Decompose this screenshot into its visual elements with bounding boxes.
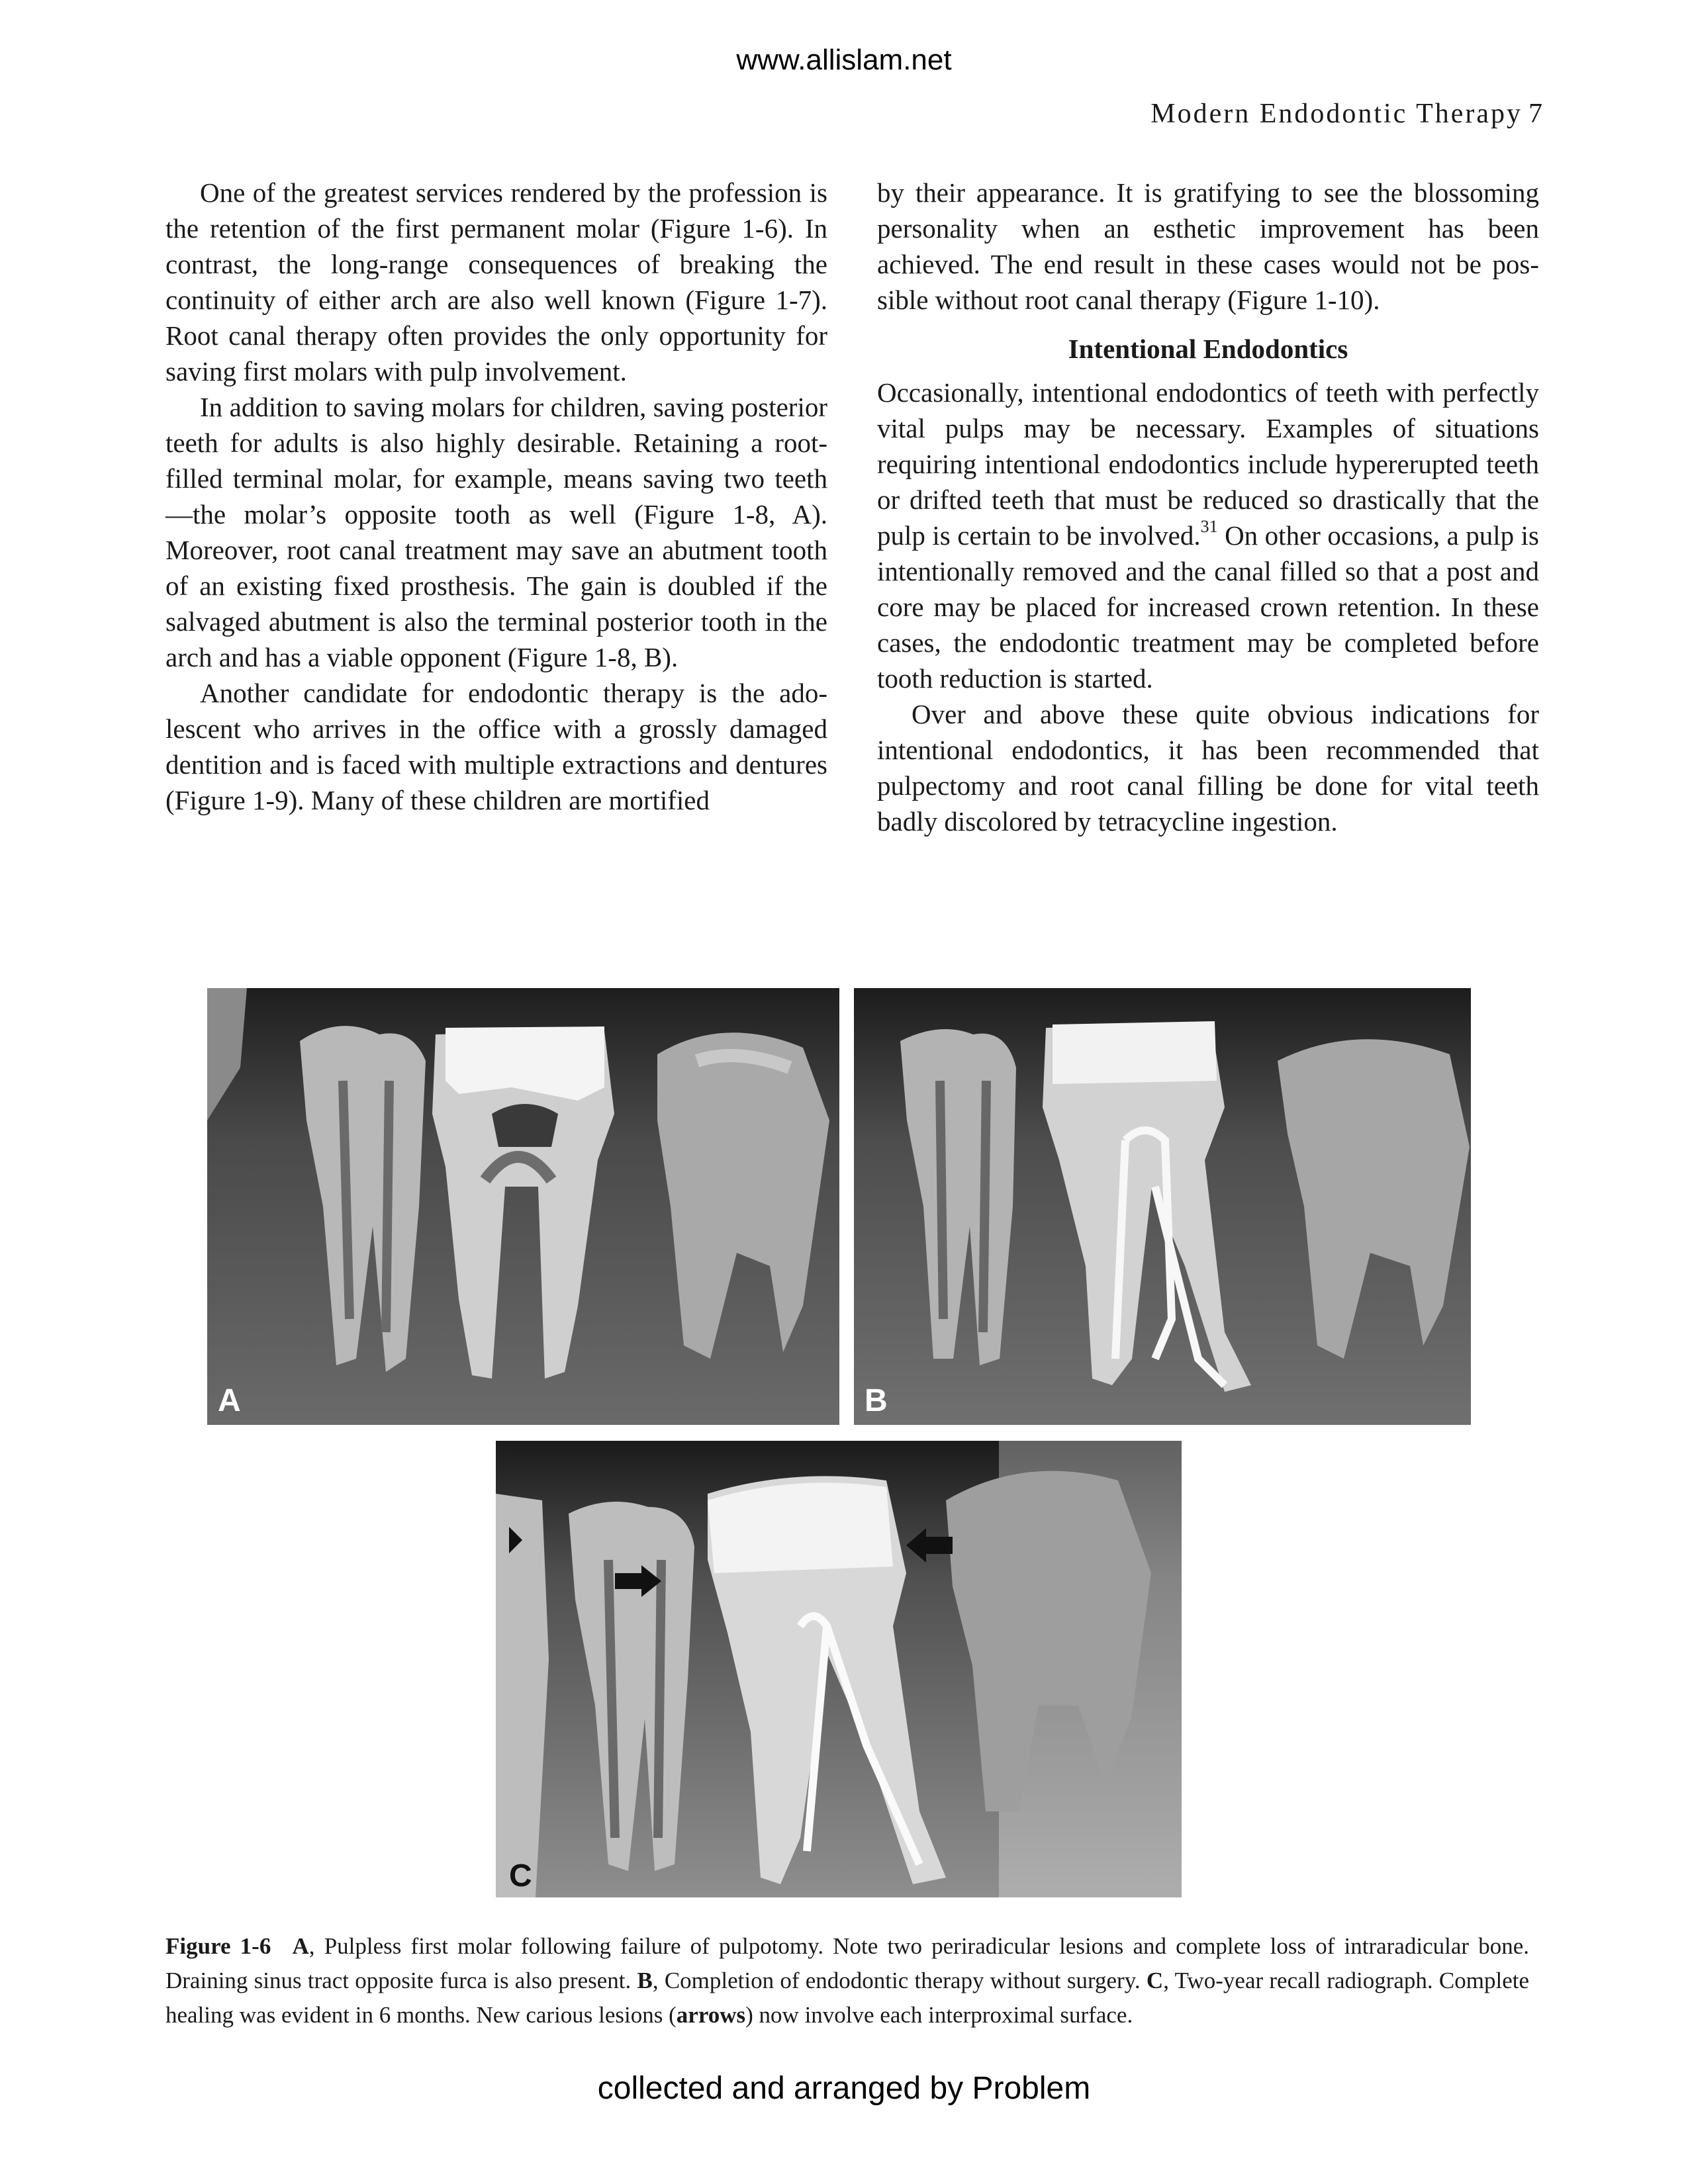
watermark-top: www.allislam.net xyxy=(736,44,952,76)
figure-caption xyxy=(165,1929,1529,2032)
caption-letter-b: B xyxy=(637,1968,653,1993)
panel-label-c: C xyxy=(509,1858,532,1893)
caption-text-a: , Pulpless first molar following failure of pulpotomy. Note two periradicular lesions and complete loss of intraradicular bone. Draining sinus tract opposite furca is also present. xyxy=(165,1933,1529,1993)
reference-superscript: 31 xyxy=(1200,517,1218,537)
page-number: 7 xyxy=(1528,99,1542,129)
radiograph-b-image xyxy=(854,988,1471,1425)
caption-arrows-word: arrows xyxy=(676,2002,746,2028)
paragraph: In addition to saving molars for children, saving posterior teeth for adults is also highly desirable. Retaining a root-filled terminal molar, for example, means saving two teeth—the molar’s opposite tooth as well (Figure 1-8, A). Moreover, root canal treatment may save an abutment tooth of an existing fixed prosthesis. The gain is doubled if the salvaged abutment is also the terminal posterior tooth in the arch and has a viable opponent (Figure 1-8, B). xyxy=(165,392,827,672)
paragraph: Another candidate for endodontic therapy is the adolescent who arrives in the office with a grossly damaged dentition and is faced with multiple extractions and dentures (Figure 1-9). Many of these children are mortified xyxy=(165,678,827,815)
panel-label-b: B xyxy=(865,1383,888,1418)
paragraph: Over and above these quite obvious indications for intentional endodontics, it has been recommended that pulpectomy and root canal filling be done for vital teeth badly discolored by tetracycline ingestion. xyxy=(877,699,1539,837)
figure-label: Figure 1-6 xyxy=(165,1933,271,1959)
paragraph: One of the greatest services rendered by the profession is the retention of the first permanent molar (Figure 1-6). In contrast, the long-range consequences of breaking the continuity of either arch are also well known (Figure 1-7). Root canal therapy often provides the only opportunity for saving first molars with pulp involvement. xyxy=(165,177,827,387)
panel-label-a: A xyxy=(218,1383,241,1418)
radiograph-c-image xyxy=(496,1441,1182,1897)
left-column xyxy=(165,175,827,818)
paragraph-text: On other occasions, a pulp is intentionally removed and the canal filled so that a post and core may be placed for increased crown retention. In these cases, the endodontic treatment may be completed before tooth reduction is started. xyxy=(877,520,1539,694)
caption-letter-c: C xyxy=(1146,1968,1164,1993)
right-column xyxy=(877,175,1539,839)
paragraph-text: Occasionally, intentional endodontics of teeth with perfectly vital pulps may be necessary. Examples of situations requiring intentional endodontics include hypererupted teeth or drifted teeth that must be reduced so drastically that the pulp is certain to be involved. xyxy=(877,377,1539,551)
watermark-bottom: collected and arranged by Problem xyxy=(597,2071,1091,2106)
caption-letter-a: A xyxy=(292,1933,309,1959)
radiograph-panel-b xyxy=(854,988,1471,1425)
paragraph xyxy=(877,375,1539,696)
radiograph-panel-c xyxy=(496,1441,1182,1897)
section-heading: Intentional Endodontics xyxy=(1068,334,1348,364)
caption-text-b: , Completion of endodontic therapy without surgery. xyxy=(652,1968,1147,1993)
caption-text-c: , Two-year recall radiograph. Complete healing was evident in 6 months. New carious lesions ( xyxy=(165,1968,1530,2028)
caption-text-end: ) now involve each interproximal surface. xyxy=(745,2002,1133,2028)
radiograph-a-image xyxy=(207,988,839,1425)
running-head: Modern Endodontic Therapy xyxy=(1150,99,1523,129)
radiograph-panel-a xyxy=(207,988,839,1425)
paragraph: by their appearance. It is gratifying to see the blossoming personality when an esthetic improvement has been achieved. The end result in these cases would not be possible without root canal therapy (Figure 1-10). xyxy=(877,177,1539,315)
